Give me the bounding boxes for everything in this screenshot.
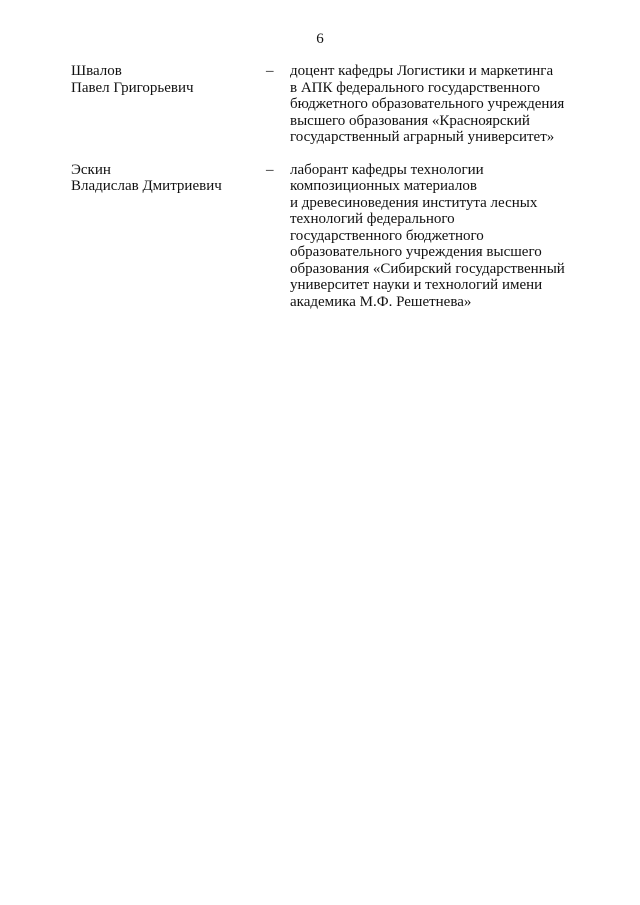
position-line: в АПК федерального государственного xyxy=(290,79,541,96)
position-line: лаборант кафедры технологии xyxy=(290,161,484,178)
position-line: технологий федерального xyxy=(290,211,455,227)
position-line: государственный аграрный университет» xyxy=(290,129,555,145)
page-number: 6 xyxy=(316,31,324,47)
person-given-names: Владислав Дмитриевич xyxy=(71,178,222,194)
person-position xyxy=(290,63,575,146)
person-name xyxy=(71,63,266,96)
position-line: университет науки и технологий имени xyxy=(290,277,543,293)
position-line: академика М.Ф. Решетнева» xyxy=(290,293,472,310)
person-entry xyxy=(71,63,601,146)
position-line: и древесиноведения института лесных xyxy=(290,194,538,211)
position-line: бюджетного образовательного учреждения xyxy=(290,96,565,112)
person-surname: Швалов xyxy=(71,63,122,79)
position-line: высшего образования «Красноярский xyxy=(290,112,530,129)
entry-dash: – xyxy=(266,161,274,178)
person-position xyxy=(290,162,575,311)
position-line: композиционных материалов xyxy=(290,178,477,194)
entry-dash: – xyxy=(266,63,274,79)
position-line: образовательного учреждения высшего xyxy=(290,244,542,260)
position-line: доцент кафедры Логистики и маркетинга xyxy=(290,63,554,79)
person-surname: Эскин xyxy=(71,161,111,178)
person-list xyxy=(71,63,601,326)
position-line: государственного бюджетного xyxy=(290,227,484,244)
person-given-names: Павел Григорьевич xyxy=(71,79,194,96)
position-line: образования «Сибирский государственный xyxy=(290,260,565,277)
person-name xyxy=(71,162,266,195)
person-entry xyxy=(71,162,601,311)
